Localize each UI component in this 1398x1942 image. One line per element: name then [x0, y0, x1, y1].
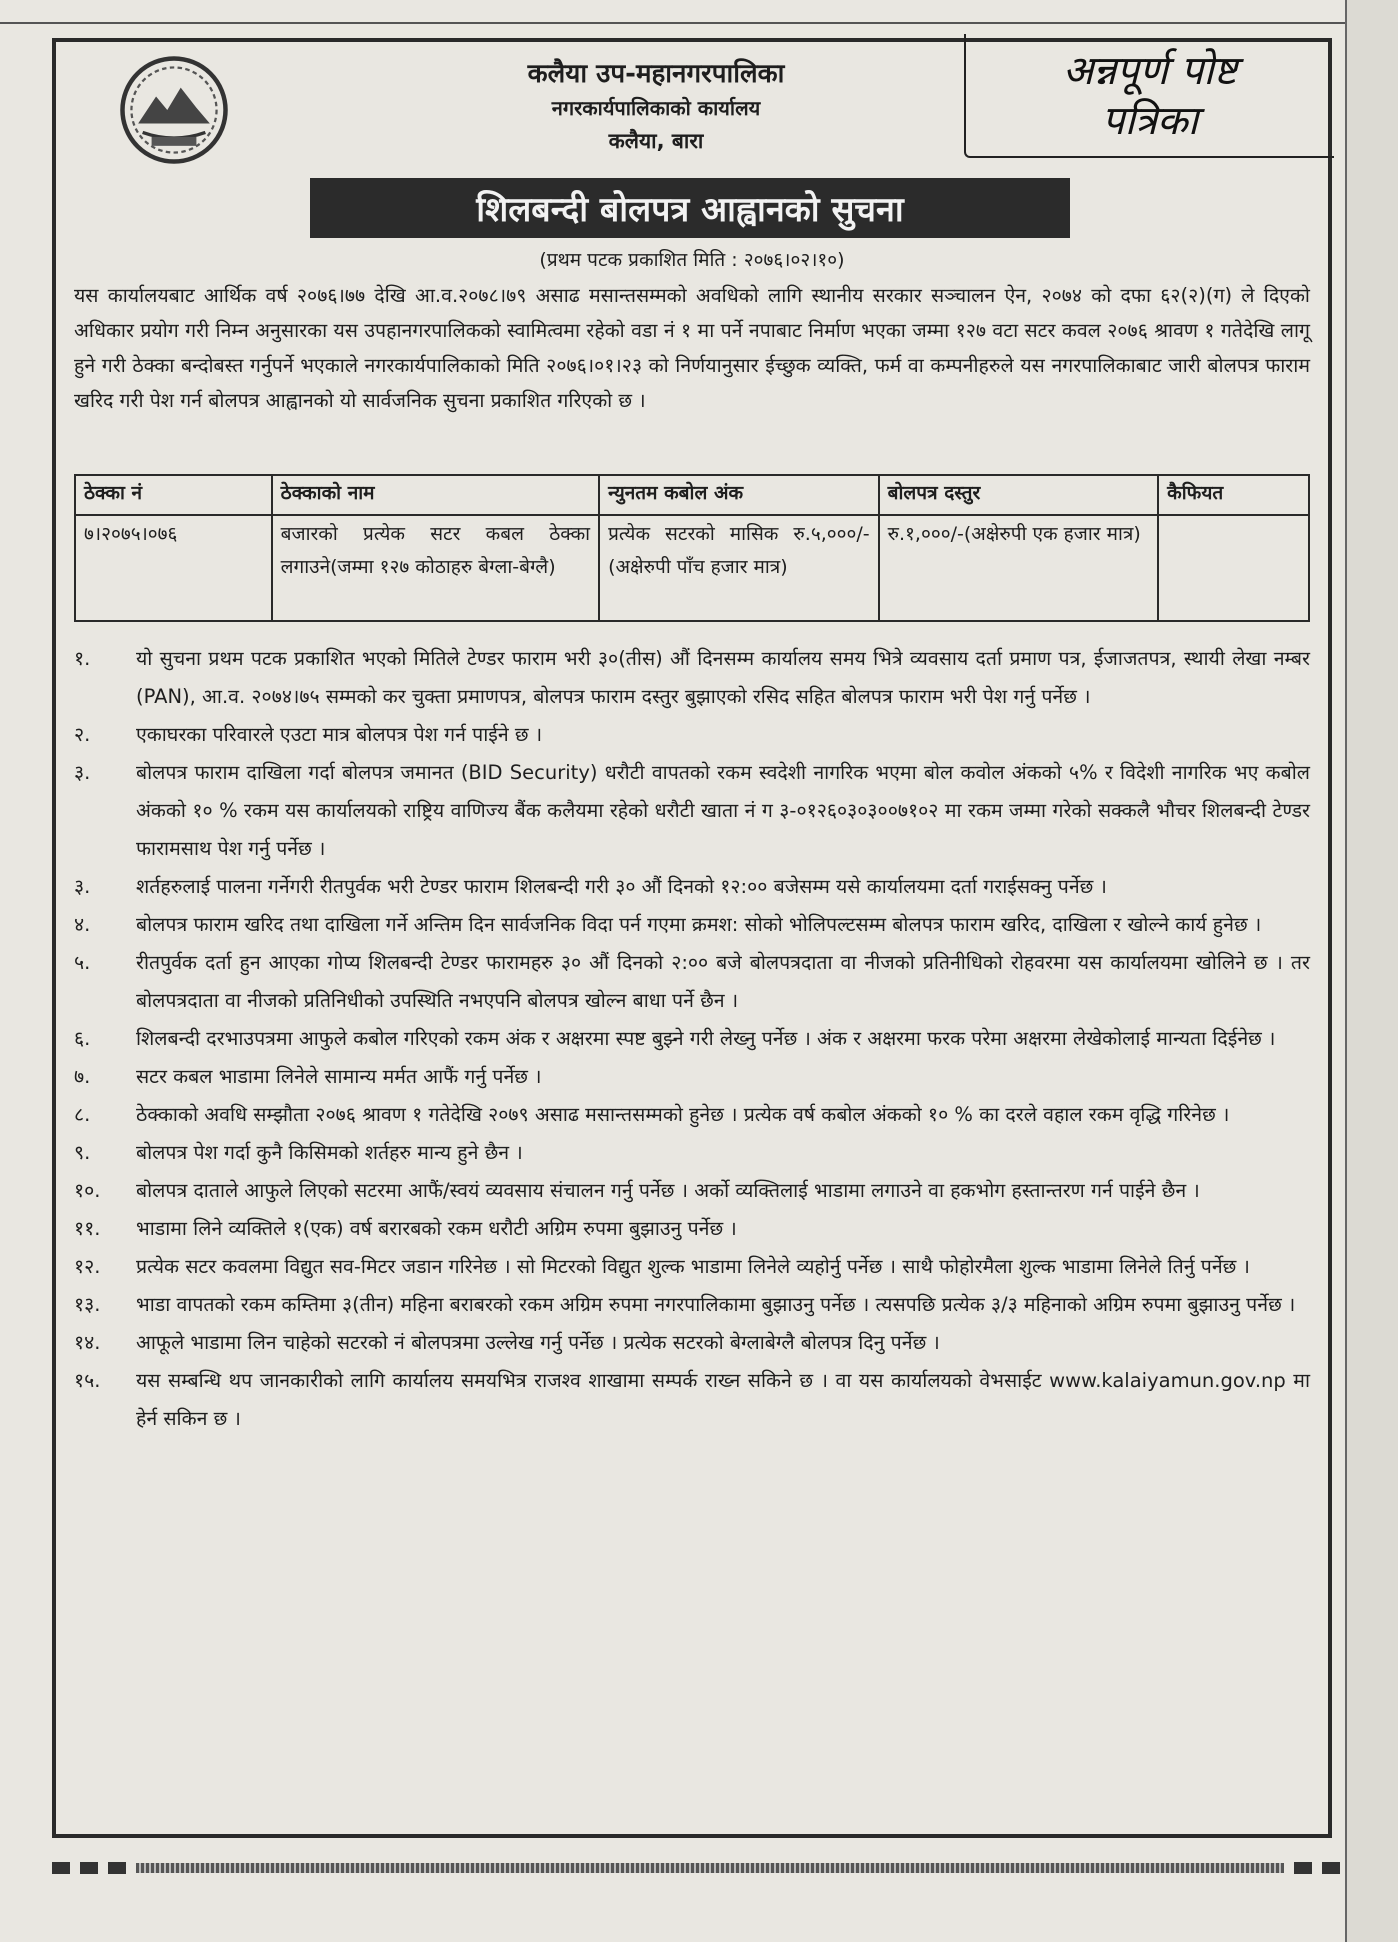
rule-text: बोलपत्र पेश गर्दा कुनै किसिमको शर्तहरु मान्य हुने छैन ।	[136, 1141, 523, 1164]
rule-text: आफूले भाडामा लिन चाहेको सटरको नं बोलपत्रमा उल्लेख गर्नु पर्नेछ । प्रत्येक सटरको बेग्लाबेग्लै बोलपत्र दिनु पर्नेछ ।	[136, 1331, 940, 1354]
list-item	[74, 1096, 1310, 1134]
rule-text: बोलपत्र फाराम खरिद तथा दाखिला गर्ने अन्तिम दिन सार्वजनिक विदा पर्न गएमा क्रमश: सोको भोलिपल्टसम्म बोलपत्र फाराम खरिद, दाखिला र खोल्ने कार्य हुनेछ ।	[136, 913, 1262, 936]
rule-number: ४.	[74, 913, 91, 936]
col-tender-fee: बोलपत्र दस्तुर	[879, 475, 1159, 515]
list-item	[74, 906, 1310, 944]
table-header-row	[75, 475, 1309, 515]
rule-number: १.	[74, 647, 91, 670]
list-item	[74, 640, 1310, 716]
tender-table	[74, 474, 1310, 622]
rule-number: १४.	[74, 1331, 101, 1354]
list-item	[74, 716, 1310, 754]
tender-notice	[52, 38, 1332, 1838]
municipality-name: कलैया उप-महानगरपालिका	[527, 59, 785, 89]
list-item	[74, 1248, 1310, 1286]
col-contract-no: ठेक्का नं	[75, 475, 272, 515]
col-remarks: कैफियत	[1158, 475, 1309, 515]
col-minimum-bid: न्युनतम कबोल अंक	[599, 475, 879, 515]
cell-tender-fee: रु.१,०००/-(अक्षेरुपी एक हजार मात्र)	[879, 515, 1159, 621]
footer-square	[108, 1862, 126, 1874]
list-item	[74, 1020, 1310, 1058]
rule-text: ठेक्काको अवधि सम्झौता २०७६ श्रावण १ गतेदेखि २०७९ असाढ मसान्तसम्मको हुनेछ । प्रत्येक वर्ष कबोल अंकको १० % का दरले वहाल रकम वृद्धि गरिनेछ ।	[136, 1103, 1230, 1126]
rule-number: १०.	[74, 1179, 101, 1202]
rule-text: यो सुचना प्रथम पटक प्रकाशित भएको मितिले टेण्डर फाराम भरी ३०(तीस) औं दिनसम्म कार्यालय समय भित्रे व्यवसाय दर्ता प्रमाण पत्र, ईजाजतपत्र, स्थायी लेखा नम्बर (PAN), आ.व. २०७४।७५ सम्मको कर चुक्ता प्रमाणपत्र, बोलपत्र फाराम दस्तुर बुझाएको रसिद सहित बोलपत्र फाराम भरी पेश गर्नु पर्नेछ ।	[136, 647, 1310, 708]
rule-number: ६.	[74, 1027, 91, 1050]
newspaper-top-strip	[0, 0, 1398, 24]
footer-square	[1294, 1862, 1312, 1874]
list-item	[74, 1286, 1310, 1324]
rule-text: एकाघरका परिवारले एउटा मात्र बोलपत्र पेश गर्न पाईने छ ।	[136, 723, 543, 746]
rule-text: रीतपुर्वक दर्ता हुन आएका गोप्य शिलबन्दी टेण्डर फारामहरु ३० औं दिनको २:०० बजे बोलपत्रदाता वा नीजको प्रतिनीधिको रोहवरमा यस कार्यालयमा खोलिने छ । तर बोलपत्रदाता वा नीजको प्रतिनिधीको उपस्थिति नभएपनि बोलपत्र खोल्न बाधा पर्ने छैन ।	[136, 951, 1310, 1012]
terms-list	[74, 640, 1310, 1438]
office-location: कलैया, बारा	[608, 129, 704, 153]
rule-text: भाडामा लिने व्यक्तिले १(एक) वर्ष बरारबको रकम धरौटी अग्रिम रुपमा बुझाउनु पर्नेछ ।	[136, 1217, 737, 1240]
footer-square	[52, 1862, 70, 1874]
handwritten-source-note	[964, 34, 1334, 158]
rule-number: ८.	[74, 1103, 91, 1126]
notice-title: शिलबन्दी बोलपत्र आह्वानको सुचना	[310, 178, 1070, 238]
rule-text: शर्तहरुलाई पालना गर्नेगरी रीतपुर्वक भरी टेण्डर फाराम शिलबन्दी गरी ३० औं दिनको १२:०० बजेसम्म यसे कार्यालयमा दर्ता गराईसक्नु पर्नेछ ।	[136, 875, 1107, 898]
list-item	[74, 1324, 1310, 1362]
handwritten-line-2: पत्रिका	[1101, 98, 1199, 144]
newspaper-footer-bar	[52, 1862, 1340, 1874]
intro-paragraph: यस कार्यालयबाट आर्थिक वर्ष २०७६।७७ देखि आ.व.२०७८।७९ असाढ मसान्तसम्मको अवधिको लागि स्थानीय सरकार सञ्चालन ऐन, २०७४ को दफा ६२(२)(ग) ले दिएको अधिकार प्रयोग गरी निम्न अनुसारका यस उपहानगरपालिकको स्वामित्वमा रहेको वडा नं १ मा पर्ने नपाबाट निर्माण भएका जम्मा १२७ वटा सटर कवल २०७६ श्रावण १ गतेदेखि लागू हुने गरी ठेक्का बन्दोबस्त गर्नुपर्ने भएकाले नगरकार्यपालिकाको मिति २०७६।०१।२३ को निर्णयानुसार ईच्छुक व्यक्ति, फर्म वा कम्पनीहरुले यस नगरपालिकाबाट जारी बोलपत्र फाराम खरिद गरी पेश गर्न बोलपत्र आह्वानको यो सार्वजनिक सुचना प्रकाशित गरिएको छ ।	[74, 284, 1310, 412]
footer-square	[1322, 1862, 1340, 1874]
list-item	[74, 868, 1310, 906]
office-name: नगरकार्यपालिकाको कार्यालय	[551, 96, 761, 120]
table-row	[75, 515, 1309, 621]
list-item	[74, 754, 1310, 868]
list-item	[74, 1210, 1310, 1248]
rule-number: ३.	[74, 875, 91, 898]
rule-number: ९.	[74, 1141, 91, 1164]
footer-line	[136, 1863, 1284, 1873]
list-item	[74, 1362, 1310, 1438]
cell-contract-no: ७।२०७५।०७६	[75, 515, 272, 621]
rule-text: भाडा वापतको रकम कम्तिमा ३(तीन) महिना बराबरको रकम अग्रिम रुपमा नगरपालिकामा बुझाउनु पर्नेछ । त्यसपछि प्रत्येक ३/३ महिनाको अग्रिम रुपमा बुझाउनु पर्नेछ ।	[136, 1293, 1296, 1316]
office-header	[416, 56, 896, 158]
cell-remarks	[1158, 515, 1309, 621]
cell-minimum-bid: प्रत्येक सटरको मासिक रु.५,०००/-(अक्षेरुपी पाँच हजार मात्र)	[599, 515, 879, 621]
rule-number: १२.	[74, 1255, 101, 1278]
newspaper-right-edge	[1345, 0, 1398, 1942]
footer-square	[80, 1862, 98, 1874]
government-emblem-icon	[118, 54, 230, 166]
list-item	[74, 1172, 1310, 1210]
rule-text: बोलपत्र फाराम दाखिला गर्दा बोलपत्र जमानत (BID Security) धरौटी वापतको रकम स्वदेशी नागरिक भएमा बोल कवोल अंकको ५% र विदेशी नागरिक भए कबोल अंकको १० % रकम यस कार्यालयको राष्ट्रिय वाणिज्य बैंक कलैयमा रहेको धरौटी खाता नं ग ३-०१२६०३०३००७१०२ मा रकम जम्मा गरेको सक्कलै भौचर शिलबन्दी टेण्डर फारामसाथ पेश गर्नु पर्नेछ ।	[136, 761, 1310, 860]
list-item	[74, 944, 1310, 1020]
rule-number: २.	[74, 723, 91, 746]
rule-number: ५.	[74, 951, 91, 974]
rule-number: ३.	[74, 761, 91, 784]
publication-date: (प्रथम पटक प्रकाशित मिति : २०७६।०२।१०)	[539, 249, 845, 271]
rule-text: सटर कबल भाडामा लिनेले सामान्य मर्मत आफैं गर्नु पर्नेछ ।	[136, 1065, 542, 1088]
handwritten-line-1: अन्नपूर्ण पोष्ट	[1062, 48, 1238, 94]
rule-text: यस सम्बन्धि थप जानकारीको लागि कार्यालय समयभित्र राजश्व शाखामा सम्पर्क राख्न सकिने छ । वा यस कार्यालयको वेभसाईट www.kalaiyamun.gov.np मा हेर्न सकिन छ ।	[136, 1369, 1310, 1430]
rule-text: प्रत्येक सटर कवलमा विद्युत सव-मिटर जडान गरिनेछ । सो मिटरको विद्युत शुल्क भाडामा लिनेले व्यहोर्नु पर्नेछ । साथै फोहोरमैला शुल्क भाडामा लिनेले तिर्नु पर्नेछ ।	[136, 1255, 1250, 1278]
rule-text: शिलबन्दी दरभाउपत्रमा आफुले कबोल गरिएको रकम अंक र अक्षरमा स्पष्ट बुझ्ने गरी लेख्नु पर्नेछ । अंक र अक्षरमा फरक परेमा अक्षरमा लेखेकोलाई मान्यता दिईनेछ ।	[136, 1027, 1276, 1050]
rule-number: १३.	[74, 1293, 101, 1316]
rule-number: १५.	[74, 1369, 101, 1392]
cell-contract-name: बजारको प्रत्येक सटर कबल ठेक्का लगाउने(जम्मा १२७ कोठाहरु बेग्ला-बेग्लै)	[272, 515, 599, 621]
rule-number: ११.	[74, 1217, 101, 1240]
list-item	[74, 1134, 1310, 1172]
list-item	[74, 1058, 1310, 1096]
col-contract-name: ठेक्काको नाम	[272, 475, 599, 515]
rule-number: ७.	[74, 1065, 91, 1088]
rule-text: बोलपत्र दाताले आफुले लिएको सटरमा आफैं/स्वयं व्यवसाय संचालन गर्नु पर्नेछ । अर्को व्यक्तिलाई भाडामा लगाउने वा हकभोग हस्तान्तरण गर्न पाईने छैन ।	[136, 1179, 1200, 1202]
